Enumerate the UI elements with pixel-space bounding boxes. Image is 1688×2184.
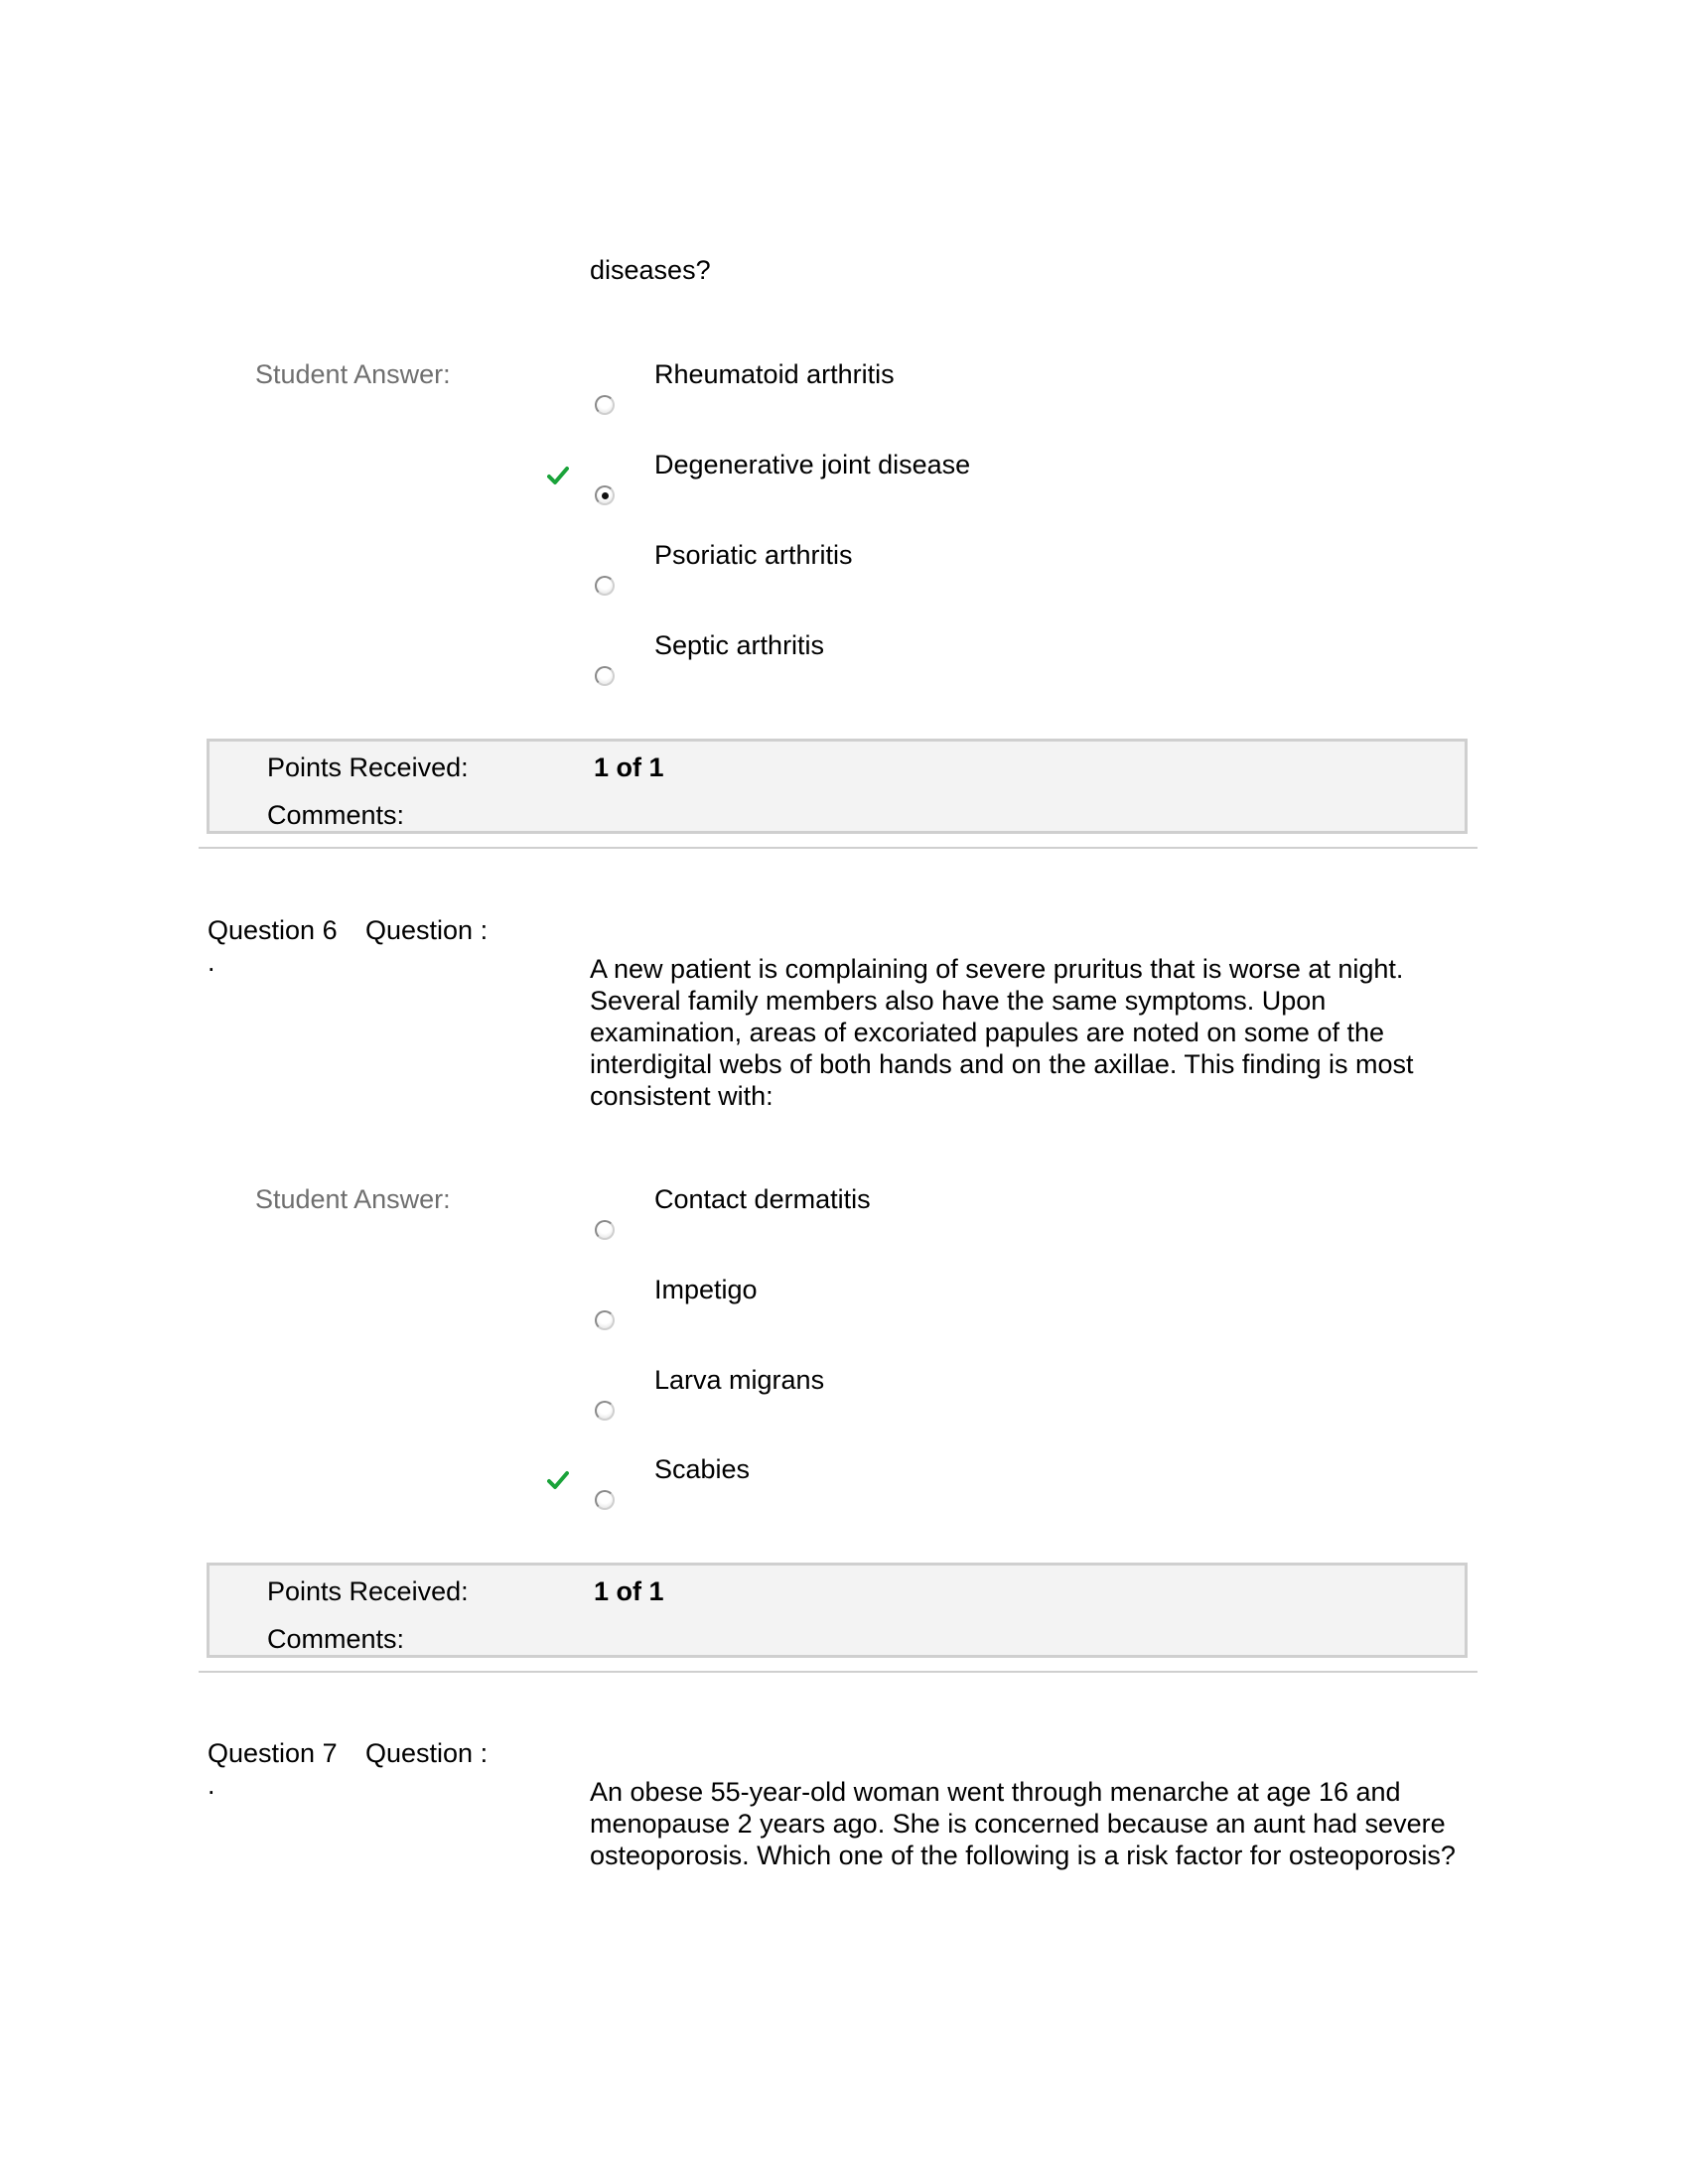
q5-option-4-radio[interactable]: [595, 666, 615, 686]
q7-question-text: An obese 55-year-old woman went through menarche at age 16 and menopause 2 years ago. She is concerned because an aunt had severe osteoporosis. Which one of the following is a risk factor for osteoporosis?: [590, 1777, 1456, 1870]
q6-question-label: Question :: [365, 915, 489, 945]
q7-question-label: Question :: [365, 1738, 489, 1768]
q6-option-3-label: Larva migrans: [654, 1365, 825, 1395]
section-divider: [199, 847, 1477, 849]
q5-points-label: Points Received:: [267, 752, 469, 782]
q5-option-2-radio[interactable]: [595, 485, 615, 505]
q5-points-value: 1 of 1: [594, 752, 664, 782]
q6-option-2-radio[interactable]: [595, 1310, 615, 1330]
q6-points-box: [207, 1563, 1468, 1658]
q5-option-1-label: Rheumatoid arthritis: [654, 359, 895, 389]
q5-option-1-radio[interactable]: [595, 395, 615, 415]
q6-points-value: 1 of 1: [594, 1576, 664, 1606]
q5-option-3-label: Psoriatic arthritis: [654, 540, 853, 570]
q7-number-label: Question 7: [208, 1738, 338, 1768]
q6-number-label: Question 6: [208, 915, 338, 945]
q5-option-2-label: Degenerative joint disease: [654, 450, 971, 479]
q5-student-answer-label: Student Answer:: [255, 359, 451, 389]
q6-student-answer-label: Student Answer:: [255, 1184, 451, 1214]
q6-option-1-label: Contact dermatitis: [654, 1184, 871, 1214]
q5-option-3-radio[interactable]: [595, 576, 615, 596]
q5-question-text-tail: diseases?: [590, 255, 711, 285]
q7-dot: .: [208, 1770, 215, 1800]
q5-points-box: [207, 739, 1468, 834]
q5-option-4-label: Septic arthritis: [654, 630, 825, 660]
q6-question-text: A new patient is complaining of severe pruritus that is worse at night. Several family members also have the same symptoms. Upon examination, areas of excoriated papules are noted on some of the interdigital webs of both hands and on the axillae. This finding is most consistent with:: [590, 954, 1414, 1111]
q6-option-4-label: Scabies: [654, 1454, 751, 1484]
q6-points-label: Points Received:: [267, 1576, 469, 1606]
q5-comments-label: Comments:: [267, 800, 405, 830]
q6-option-3-radio[interactable]: [595, 1401, 615, 1421]
section-divider: [199, 1671, 1477, 1673]
q6-option-1-radio[interactable]: [595, 1220, 615, 1240]
q6-comments-label: Comments:: [267, 1624, 405, 1654]
q6-option-4-radio[interactable]: [595, 1490, 615, 1510]
q6-dot: .: [208, 947, 215, 977]
correct-check-icon: [547, 465, 569, 486]
q6-option-2-label: Impetigo: [654, 1275, 758, 1304]
correct-check-icon: [547, 1469, 569, 1491]
